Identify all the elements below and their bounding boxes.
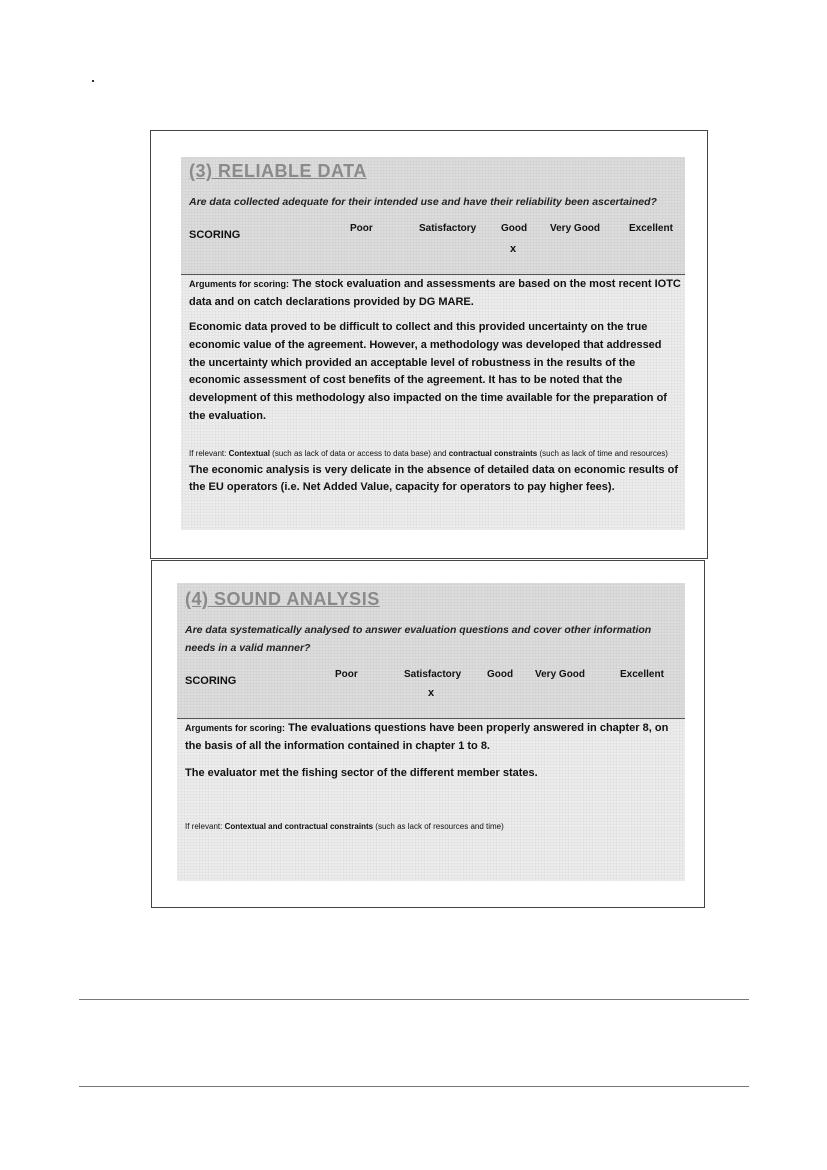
section-question: Are data collected adequate for their intended use and have their reliability been ascertained? bbox=[189, 196, 657, 208]
reliable-data-header bbox=[181, 157, 685, 274]
evaluator-paragraph: The evaluator met the fishing sector of the different member states. bbox=[185, 767, 538, 779]
arguments-label: Arguments for scoring: bbox=[185, 723, 286, 733]
section-title: (3) RELIABLE DATA bbox=[189, 161, 367, 181]
sound-analysis-body bbox=[177, 718, 685, 881]
arguments-text: The stock evaluation and assessments are based on the most recent IOTC data and on catch declarations provided by DG MARE. bbox=[189, 278, 681, 308]
score-excellent: Excellent bbox=[620, 669, 664, 680]
arguments-for-scoring bbox=[185, 720, 681, 755]
divider bbox=[181, 274, 685, 275]
relevant-constraints-detail: (such as lack of resources and time) bbox=[375, 822, 504, 831]
arguments-text: The evaluations questions have been properly answered in chapter 8, on the basis of all the information contained in chapter 1 to 8. bbox=[185, 722, 669, 752]
relevant-constraints bbox=[185, 818, 681, 835]
arguments-label: Arguments for scoring: bbox=[189, 279, 290, 289]
score-very-good: Very Good bbox=[550, 223, 601, 234]
score-good: Good bbox=[487, 669, 514, 680]
divider bbox=[177, 718, 685, 719]
relevant-prefix: If relevant: bbox=[185, 822, 223, 831]
reliable-data-panel bbox=[150, 130, 708, 559]
footer-rule-bottom bbox=[79, 1086, 749, 1087]
score-satisfactory: Satisfactory bbox=[419, 223, 477, 234]
score-poor: Poor bbox=[350, 223, 373, 234]
selected-score-mark: x bbox=[510, 243, 517, 255]
selected-score-mark: x bbox=[428, 687, 435, 699]
economic-data-paragraph: Economic data proved to be difficult to collect and this provided uncertainty on the true economic value of the agreement. However, a methodology was developed that addressed the uncertainty which provided an acceptable level of robustness in the results of the economic assessment of cost benefits of the agreement. It has to be noted that the development of this methodology also impacted on the time available for the preparation of the evaluation. bbox=[189, 321, 667, 422]
score-good: Good bbox=[501, 223, 528, 234]
reliable-data-body bbox=[181, 274, 685, 530]
relevant-constraints bbox=[189, 445, 681, 496]
relevant-constraints-label: Contextual and contractual constraints bbox=[224, 822, 374, 831]
relevant-context-detail: (such as lack of data or access to data base) and bbox=[272, 449, 447, 458]
relevant-contractual-detail: (such as lack of time and resources) bbox=[539, 449, 668, 458]
relevant-contextual: Contextual bbox=[228, 449, 270, 458]
score-poor: Poor bbox=[335, 669, 358, 680]
stray-dot bbox=[92, 80, 94, 82]
score-satisfactory: Satisfactory bbox=[404, 669, 462, 680]
footer-rule-top bbox=[79, 999, 749, 1000]
relevant-contractual: contractual constraints bbox=[448, 449, 538, 458]
scoring-label: SCORING bbox=[189, 229, 241, 241]
section-question: Are data systematically analysed to answer evaluation questions and cover other information needs in a valid manner? bbox=[185, 624, 652, 654]
section-title: (4) SOUND ANALYSIS bbox=[185, 589, 380, 609]
score-excellent: Excellent bbox=[629, 223, 673, 234]
scoring-label: SCORING bbox=[185, 675, 237, 687]
relevant-text: The economic analysis is very delicate in the absence of detailed data on economic results of the EU operators (i.e. Net Added Value, capacity for operators to pay higher fees). bbox=[189, 464, 679, 493]
score-very-good: Very Good bbox=[535, 669, 586, 680]
relevant-prefix: If relevant: bbox=[189, 449, 227, 458]
sound-analysis-panel bbox=[151, 560, 705, 908]
arguments-for-scoring bbox=[189, 276, 681, 311]
sound-analysis-header bbox=[177, 583, 685, 718]
